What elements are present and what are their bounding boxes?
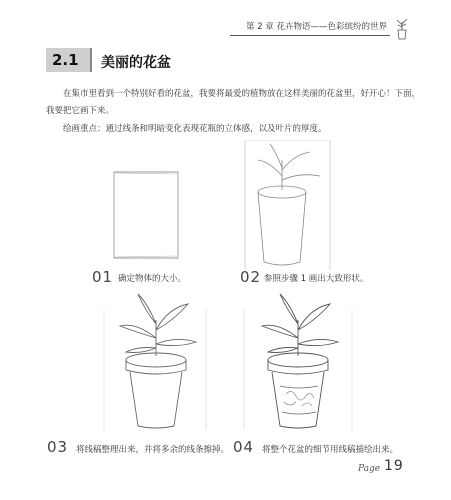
page-label: Page	[358, 464, 381, 474]
intro-paragraph-cont: 我要把它画下来。	[46, 106, 115, 116]
drawing-focus: 绘画重点：通过线条和明暗变化表现花瓶的立体感，以及叶片的厚度。	[63, 124, 327, 134]
step-number: 02	[240, 268, 262, 286]
section-title: 美丽的花盆	[101, 55, 171, 71]
intro-paragraph: 在集市里看到一个特别好看的花盆，我要将最爱的植物放在这样美丽的花盆里，好开心！下面，	[63, 89, 421, 99]
step-number: 04	[233, 438, 255, 456]
header-text: 第 2 章 花卉物语——色彩缤纷的世界	[246, 22, 388, 32]
potted-plant-icon	[394, 16, 410, 40]
page-number: 19	[384, 458, 404, 474]
step4-sketch	[240, 290, 360, 430]
step-caption: 参照步骤 1 画出大致形状。	[264, 274, 369, 284]
header-rule	[230, 35, 390, 36]
step-caption: 确定物体的大小。	[118, 274, 187, 284]
step1-sketch	[96, 170, 206, 260]
step-caption: 将线稿整理出来，并将多余的线条擦掉。	[76, 445, 230, 455]
section-number: 2.1	[52, 51, 79, 69]
step2-sketch	[240, 140, 360, 270]
step3-sketch	[96, 290, 216, 430]
step-number: 03	[47, 438, 69, 456]
step-number: 01	[92, 268, 114, 286]
step-caption: 将整个花盆的细节用线稿描绘出来。	[262, 445, 399, 455]
